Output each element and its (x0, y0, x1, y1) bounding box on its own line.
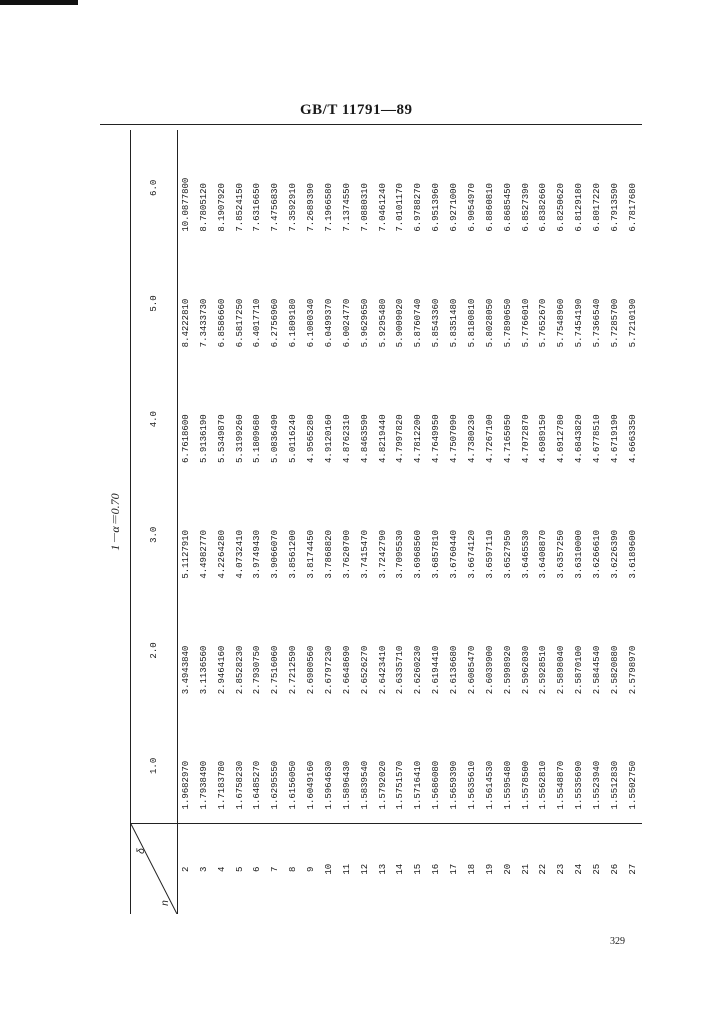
value-cell: 4.6663350 (627, 414, 638, 463)
value-cell: 3.7095530 (395, 530, 406, 579)
value-cell: 2.9464160 (216, 645, 227, 695)
table-row (374, 130, 392, 914)
value-cell: 1.6156050 (288, 760, 299, 810)
table-row (409, 130, 427, 914)
value-cell: 1.6049160 (306, 760, 317, 810)
value-cell: 5.3199260 (234, 414, 245, 463)
row-n-cell: 3 (195, 824, 213, 914)
row-n-cell: 8 (284, 824, 302, 914)
table-row (177, 130, 195, 914)
value-cell: 2.6648690 (341, 645, 352, 695)
value-cell: 7.2689390 (306, 183, 317, 232)
corner-delta-label: δ (137, 847, 148, 854)
value-cell: 4.8219440 (377, 414, 388, 463)
value-cell: 5.7890650 (502, 298, 513, 348)
value-cell: 1.5512830 (609, 760, 620, 810)
value-cell: 7.0880310 (359, 183, 370, 232)
corner-n-label: n (161, 899, 172, 906)
table-row (499, 130, 517, 914)
value-cell: 3.6226390 (609, 530, 620, 579)
value-cell: 2.5820880 (609, 645, 620, 695)
value-cell: 6.8382660 (538, 183, 549, 232)
value-cell: 5.9136190 (198, 414, 209, 463)
value-cell: 2.6980560 (306, 645, 317, 695)
row-n-cell: 27 (624, 824, 642, 914)
value-cell: 1.5562810 (538, 760, 549, 810)
value-cell: 5.0116240 (288, 414, 299, 463)
value-cell: 2.5798970 (627, 645, 638, 695)
value-cell: 3.6597110 (484, 530, 495, 579)
value-cell: 2.7930750 (252, 645, 263, 695)
value-cell: 7.0101170 (395, 183, 406, 232)
value-cell: 5.8351480 (449, 298, 460, 348)
table-row (231, 130, 249, 914)
value-cell: 8.1907920 (216, 183, 227, 232)
value-cell: 2.6335710 (395, 645, 406, 695)
value-cell: 5.1809680 (252, 414, 263, 463)
row-n-cell: 5 (231, 824, 249, 914)
value-cell: 4.7380230 (466, 414, 477, 463)
value-cell: 4.8463590 (359, 414, 370, 463)
row-n-cell: 17 (445, 824, 463, 914)
value-cell: 3.8561200 (288, 530, 299, 579)
standard-code: GB/T 11791—89 (300, 102, 413, 118)
value-cell: 2.6526270 (359, 645, 370, 695)
table-row (392, 130, 410, 914)
value-cell: 1.5792020 (377, 760, 388, 810)
value-cell: 2.6260230 (413, 645, 424, 695)
table-row (481, 130, 499, 914)
table-row (249, 130, 267, 914)
value-cell: 4.7165050 (502, 414, 513, 463)
table-row (213, 130, 231, 914)
value-cell: 1.9682970 (181, 760, 192, 810)
value-cell: 6.8527390 (520, 183, 531, 232)
value-cell: 4.6719190 (609, 414, 620, 463)
table-row (535, 130, 553, 914)
value-cell: 6.0499370 (323, 298, 334, 348)
value-cell: 4.7267100 (484, 414, 495, 463)
value-cell: 5.5349870 (216, 414, 227, 463)
table-row (588, 130, 606, 914)
value-cell: 1.5595480 (502, 760, 513, 810)
corner-cell (131, 824, 177, 914)
value-cell: 4.6843820 (574, 414, 585, 463)
value-cell: 7.3592910 (288, 183, 299, 232)
value-cell: 1.5964630 (323, 760, 334, 810)
row-n-cell: 14 (392, 824, 410, 914)
value-cell: 1.7938490 (198, 760, 209, 810)
table-row (302, 130, 320, 914)
value-cell: 2.6039900 (484, 645, 495, 695)
row-n-cell: 26 (606, 824, 624, 914)
table-row (427, 130, 445, 914)
value-cell: 4.7649950 (431, 414, 442, 463)
row-n-cell: 4 (213, 824, 231, 914)
value-cell: 5.9295480 (377, 298, 388, 348)
value-cell: 6.8586660 (216, 298, 227, 348)
value-cell: 1.5548870 (556, 760, 567, 810)
value-cell: 6.9271000 (449, 183, 460, 232)
row-n-cell: 9 (302, 824, 320, 914)
value-cell: 5.7210190 (627, 298, 638, 348)
value-cell: 1.5896430 (341, 760, 352, 810)
row-n-cell: 19 (481, 824, 499, 914)
table-header-row (131, 130, 177, 914)
column-header: 4.0 (131, 361, 177, 477)
value-cell: 5.8543360 (431, 298, 442, 348)
value-cell: 6.7817680 (627, 183, 638, 232)
value-cell: 2.6423410 (377, 645, 388, 695)
row-n-cell: 7 (266, 824, 284, 914)
value-cell: 3.6527950 (502, 530, 513, 579)
column-header: 6.0 (131, 130, 177, 246)
value-cell: 7.8524150 (234, 183, 245, 232)
value-cell: 3.7242790 (377, 530, 388, 579)
value-cell: 10.0877800 (181, 177, 192, 232)
row-n-cell: 18 (463, 824, 481, 914)
table-row (320, 130, 338, 914)
table-row (552, 130, 570, 914)
value-cell: 2.6797230 (323, 645, 334, 695)
value-cell: 1.5614530 (484, 760, 495, 810)
value-cell: 1.5523940 (592, 760, 603, 810)
table-row (445, 130, 463, 914)
value-cell: 3.6674120 (466, 530, 477, 579)
value-cell: 5.8180810 (466, 298, 477, 348)
value-cell: 3.6266610 (592, 530, 603, 579)
table-row (624, 130, 642, 914)
value-cell: 4.9120160 (323, 414, 334, 463)
value-cell: 3.7868820 (323, 530, 334, 579)
table-row (570, 130, 588, 914)
rotated-table-frame (100, 130, 642, 914)
value-cell: 6.1809180 (288, 298, 299, 348)
row-n-cell: 16 (427, 824, 445, 914)
value-cell: 4.7997820 (395, 414, 406, 463)
value-cell: 2.6194410 (431, 645, 442, 695)
column-header: 1.0 (131, 708, 177, 824)
value-cell: 2.8528230 (234, 645, 245, 695)
value-cell: 6.8017220 (592, 183, 603, 232)
table-row (356, 130, 374, 914)
page-number: 329 (610, 936, 625, 947)
value-cell: 3.7620700 (341, 530, 352, 579)
row-n-cell: 24 (570, 824, 588, 914)
value-cell: 2.5898040 (556, 645, 567, 695)
value-cell: 4.8762310 (341, 414, 352, 463)
value-cell: 5.8028050 (484, 298, 495, 348)
row-n-cell: 22 (535, 824, 553, 914)
value-cell: 3.4943840 (181, 645, 192, 695)
row-n-cell: 13 (374, 824, 392, 914)
value-cell: 5.7285700 (609, 298, 620, 348)
value-cell: 7.1374550 (341, 183, 352, 232)
value-cell: 6.4017710 (252, 298, 263, 348)
row-n-cell: 20 (499, 824, 517, 914)
value-cell: 3.6189600 (627, 530, 638, 579)
value-cell: 2.5962030 (520, 645, 531, 695)
table-body (177, 130, 642, 914)
value-cell: 3.6465530 (520, 530, 531, 579)
value-cell: 1.7183780 (216, 760, 227, 810)
value-cell: 4.2264280 (216, 530, 227, 579)
value-cell: 1.6295550 (270, 760, 281, 810)
value-cell: 6.9054970 (466, 183, 477, 232)
row-n-cell: 2 (177, 824, 195, 914)
value-cell: 1.5635610 (466, 760, 477, 810)
data-table (131, 130, 642, 914)
value-cell: 6.9788270 (413, 183, 424, 232)
value-cell: 4.4982770 (198, 530, 209, 579)
value-cell: 5.7366540 (592, 298, 603, 348)
row-n-cell: 25 (588, 824, 606, 914)
table-row (195, 130, 213, 914)
value-cell: 2.5928510 (538, 645, 549, 695)
row-n-cell: 6 (249, 824, 267, 914)
value-cell: 1.5659390 (449, 760, 460, 810)
value-cell: 2.5870100 (574, 645, 585, 695)
value-cell: 7.0461240 (377, 183, 388, 232)
value-cell: 2.7516060 (270, 645, 281, 695)
value-cell: 5.7652670 (538, 298, 549, 348)
value-cell: 6.0024770 (341, 298, 352, 348)
value-cell: 6.8250620 (556, 183, 567, 232)
row-n-cell: 11 (338, 824, 356, 914)
scan-artifact-bar (0, 0, 78, 5)
value-cell: 3.6760440 (449, 530, 460, 579)
value-cell: 4.0732410 (234, 530, 245, 579)
value-cell: 6.7618600 (181, 414, 192, 463)
table-row (463, 130, 481, 914)
value-cell: 1.6485270 (252, 760, 263, 810)
value-cell: 4.7507090 (449, 414, 460, 463)
value-cell: 5.0836490 (270, 414, 281, 463)
table-row (606, 130, 624, 914)
table-row (266, 130, 284, 914)
row-n-cell: 21 (517, 824, 535, 914)
value-cell: 4.6989150 (538, 414, 549, 463)
value-cell: 4.6912780 (556, 414, 567, 463)
value-cell: 2.7212590 (288, 645, 299, 695)
value-cell: 6.8860810 (484, 183, 495, 232)
value-cell: 7.3433730 (198, 298, 209, 348)
value-cell: 6.1080340 (306, 298, 317, 348)
value-cell: 3.8174450 (306, 530, 317, 579)
value-cell: 6.8685450 (502, 183, 513, 232)
row-n-cell: 23 (552, 824, 570, 914)
table-row (284, 130, 302, 914)
value-cell: 5.7454190 (574, 298, 585, 348)
value-cell: 8.7805120 (198, 183, 209, 232)
value-cell: 7.1966580 (323, 183, 334, 232)
value-cell: 6.2756960 (270, 298, 281, 348)
table-row (517, 130, 535, 914)
value-cell: 6.9513960 (431, 183, 442, 232)
table-wrap (130, 130, 642, 914)
value-cell: 6.7913590 (609, 183, 620, 232)
value-cell: 8.4222810 (181, 298, 192, 348)
value-cell: 4.6778510 (592, 414, 603, 463)
value-cell: 5.7548960 (556, 298, 567, 348)
value-cell: 1.5716410 (413, 760, 424, 810)
value-cell: 1.5578500 (520, 760, 531, 810)
value-cell: 2.5998920 (502, 645, 513, 695)
value-cell: 3.9749430 (252, 530, 263, 579)
value-cell: 3.6310000 (574, 530, 585, 579)
value-cell: 5.9009020 (395, 298, 406, 348)
value-cell: 1.5839540 (359, 760, 370, 810)
value-cell: 1.5535690 (574, 760, 585, 810)
column-header: 5.0 (131, 246, 177, 362)
value-cell: 6.8129180 (574, 183, 585, 232)
row-n-cell: 15 (409, 824, 427, 914)
value-cell: 4.7072870 (520, 414, 531, 463)
value-cell: 5.9629650 (359, 298, 370, 348)
value-cell: 4.7812200 (413, 414, 424, 463)
value-cell: 1.5686080 (431, 760, 442, 810)
value-cell: 3.6857810 (431, 530, 442, 579)
value-cell: 3.6968560 (413, 530, 424, 579)
value-cell: 1.6758230 (234, 760, 245, 810)
value-cell: 3.6357250 (556, 530, 567, 579)
value-cell: 1.5502750 (627, 760, 638, 810)
table-row (338, 130, 356, 914)
row-n-cell: 12 (356, 824, 374, 914)
value-cell: 5.8760740 (413, 298, 424, 348)
table-caption: 1－α＝0.70 (108, 493, 122, 551)
value-cell: 5.1127910 (181, 530, 192, 579)
value-cell: 3.9066070 (270, 530, 281, 579)
value-cell: 7.6316650 (252, 183, 263, 232)
column-header: 3.0 (131, 477, 177, 593)
value-cell: 2.6085470 (466, 645, 477, 695)
value-cell: 7.4756830 (270, 183, 281, 232)
header-rule (100, 124, 642, 125)
column-header: 2.0 (131, 593, 177, 709)
value-cell: 3.6408870 (538, 530, 549, 579)
value-cell: 6.5817250 (234, 298, 245, 348)
value-cell: 1.5751570 (395, 760, 406, 810)
value-cell: 2.5844540 (592, 645, 603, 695)
value-cell: 2.6136680 (449, 645, 460, 695)
value-cell: 5.7766010 (520, 298, 531, 348)
value-cell: 3.7415470 (359, 530, 370, 579)
row-n-cell: 10 (320, 824, 338, 914)
value-cell: 3.1136560 (198, 645, 209, 695)
value-cell: 4.9565280 (306, 414, 317, 463)
